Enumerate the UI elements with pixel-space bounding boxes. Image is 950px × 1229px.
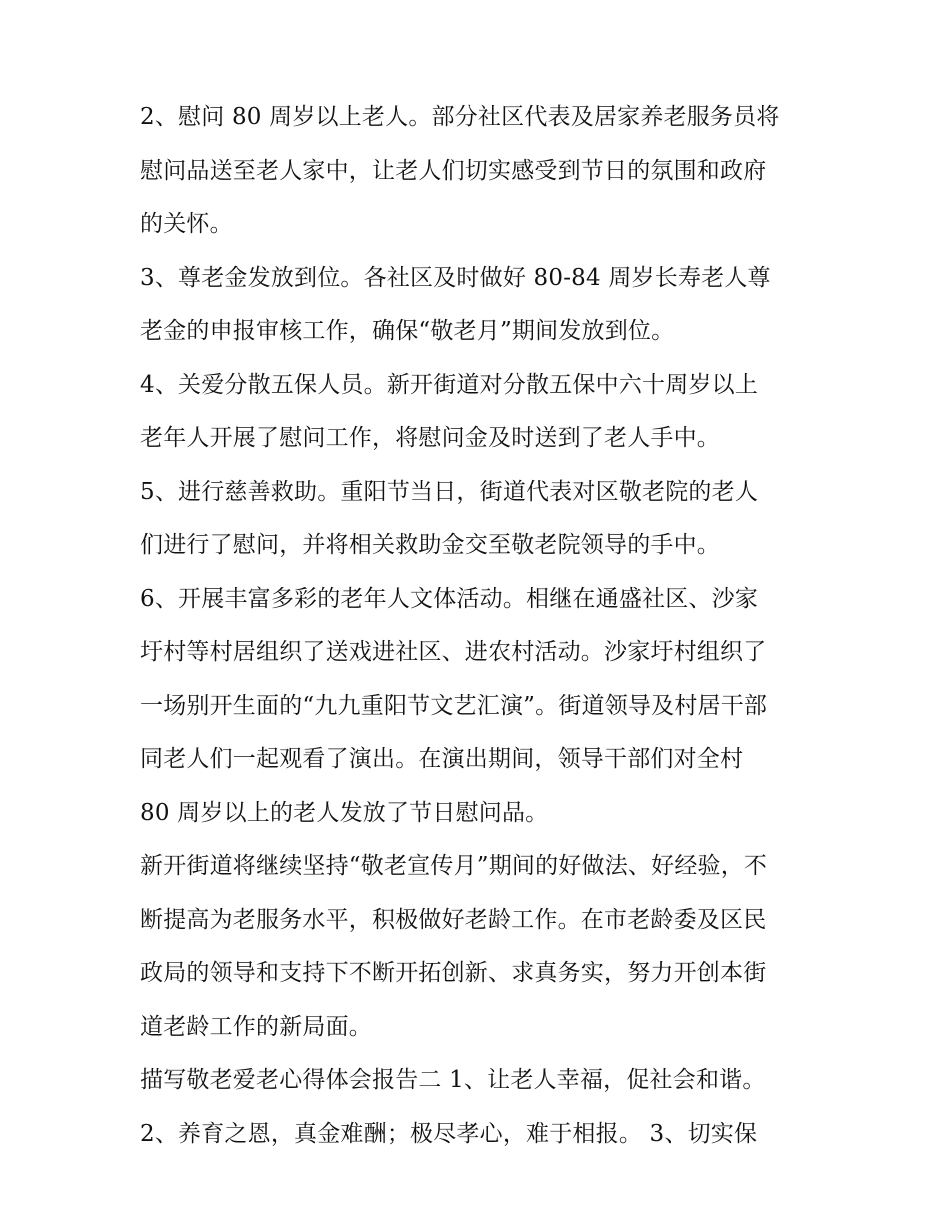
text-line: 新开街道将继续坚持“敬老宣传月”期间的好做法、好经验，不 bbox=[140, 853, 768, 879]
text-line: 2、养育之恩，真金难酬；极尽孝心，难于相报。 3、切实保 bbox=[140, 1120, 758, 1147]
text-line: 同老人们一起观看了演出。在演出期间，领导干部们对全村 bbox=[140, 746, 744, 772]
text-line: 2、慰问 80 周岁以上老人。部分社区代表及居家养老服务员将 bbox=[140, 104, 780, 130]
text-line: 80 周岁以上的老人发放了节日慰问品。 bbox=[140, 799, 549, 826]
text-line: 圩村等村居组织了送戏进社区、进农村活动。沙家圩村组织了 bbox=[140, 639, 767, 665]
text-line: 描写敬老爱老心得体会报告二 1、让老人幸福，促社会和谐。 bbox=[140, 1067, 766, 1093]
text-line: 政局的领导和支持下不断开拓创新、求真务实，努力开创本街 bbox=[140, 960, 767, 986]
document-body bbox=[140, 103, 820, 1173]
text-line: 们进行了慰问，并将相关救助金交至敬老院领导的手中。 bbox=[140, 532, 720, 558]
text-line: 3、尊老金发放到位。各社区及时做好 80-84 周岁长寿老人尊 bbox=[140, 264, 771, 291]
text-line: 道老龄工作的新局面。 bbox=[140, 1013, 372, 1040]
text-line: 慰问品送至老人家中，让老人们切实感受到节日的氛围和政府 bbox=[140, 157, 767, 184]
text-line: 断提高为老服务水平，积极做好老龄工作。在市老龄委及区民 bbox=[140, 906, 767, 933]
text-line: 6、开展丰富多彩的老年人文体活动。相继在通盛社区、沙家 bbox=[140, 585, 759, 612]
text-line: 一场别开生面的“九九重阳节文艺汇演”。街道领导及村居干部 bbox=[140, 692, 768, 719]
text-line: 5、进行慈善救助。重阳节当日，街道代表对区敬老院的老人 bbox=[140, 478, 759, 505]
text-line: 4、关爱分散五保人员。新开街道对分散五保中六十周岁以上 bbox=[140, 371, 759, 398]
text-line: 老年人开展了慰问工作，将慰问金及时送到了老人手中。 bbox=[140, 425, 720, 451]
text-line: 的关怀。 bbox=[140, 211, 233, 237]
text-line: 老金的申报审核工作，确保“敬老月”期间发放到位。 bbox=[140, 318, 675, 344]
